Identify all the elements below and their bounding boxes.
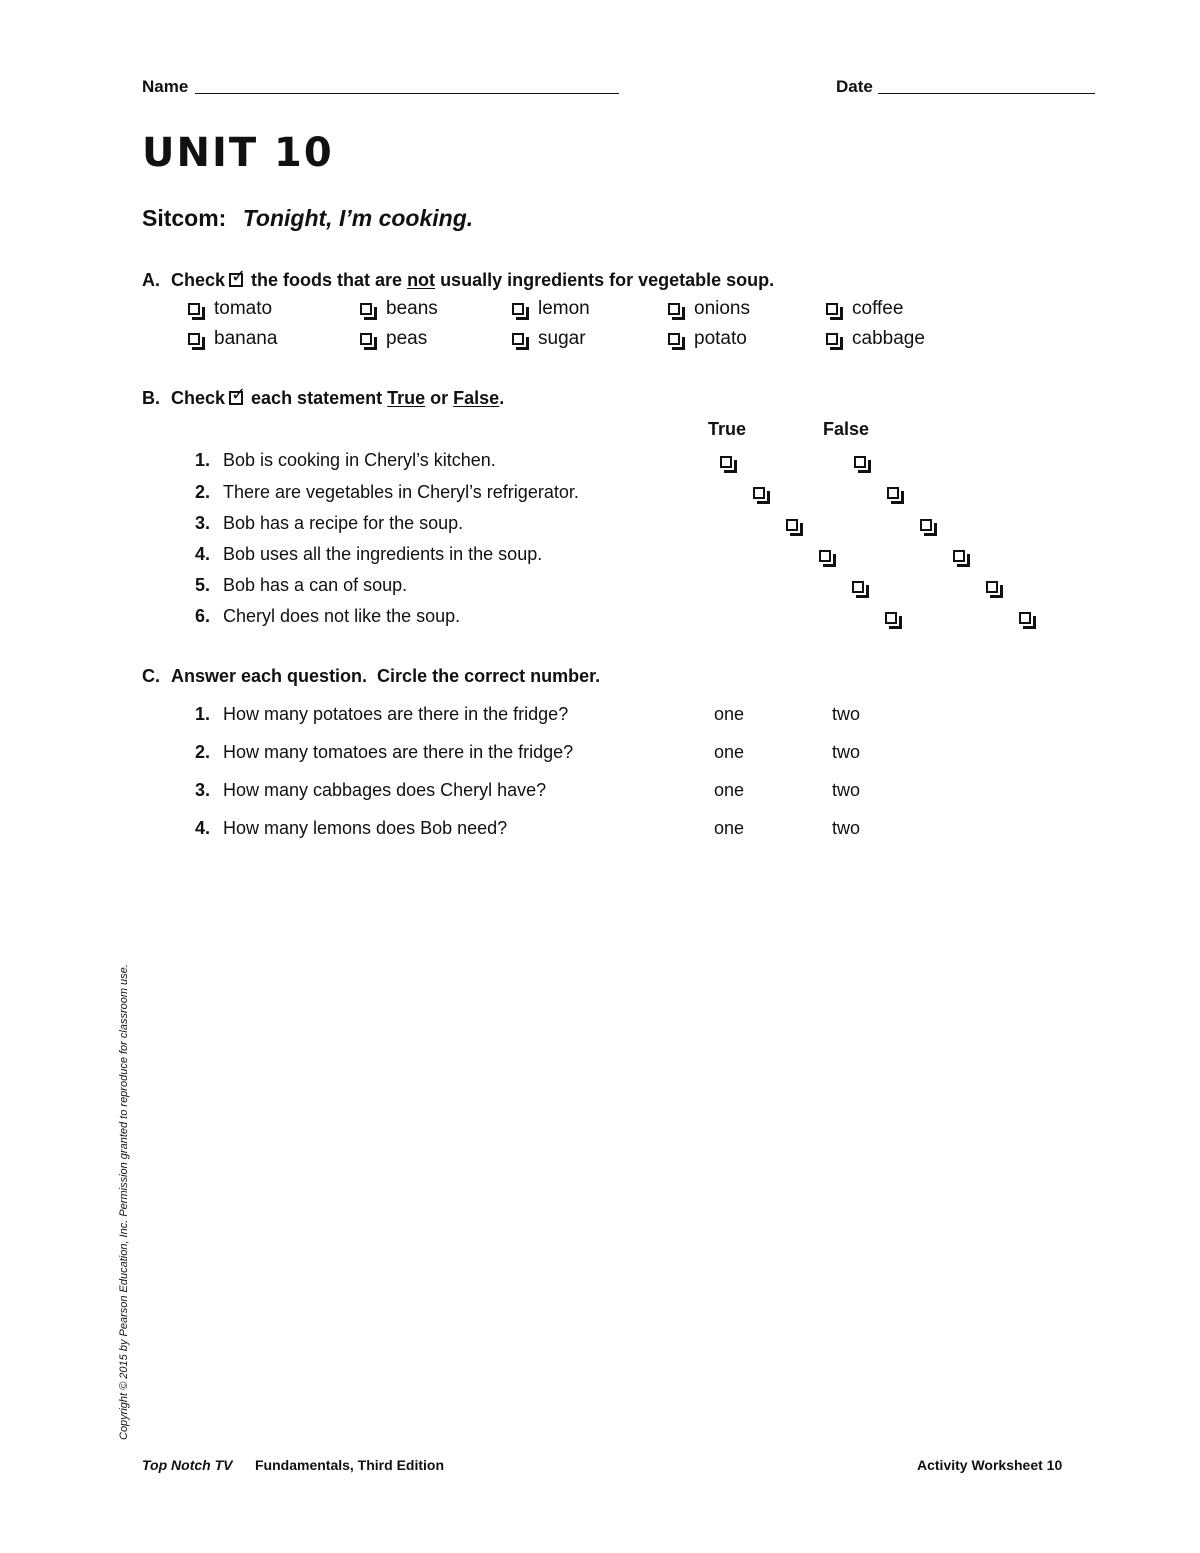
false-checkbox[interactable]: [986, 581, 998, 593]
question-text: How many cabbages does Cheryl have?: [223, 780, 547, 800]
question-row: [195, 780, 546, 801]
checkbox-checked-icon: ✓: [231, 384, 247, 404]
checkbox-icon[interactable]: [188, 333, 200, 345]
food-label: potato: [694, 328, 747, 349]
answer-option-two[interactable]: two: [832, 704, 861, 724]
statement-text: There are vegetables in Cheryl’s refrigerator.: [223, 482, 579, 502]
checkbox-icon[interactable]: [188, 303, 200, 315]
question-row: [195, 742, 573, 763]
checkbox-icon[interactable]: [668, 303, 680, 315]
food-item[interactable]: [188, 298, 272, 320]
sitcom-label: Sitcom:: [142, 205, 227, 231]
statement-number: 3.: [195, 513, 211, 533]
food-item[interactable]: [826, 328, 925, 350]
section-c-letter: C.: [142, 666, 160, 686]
name-field[interactable]: [195, 93, 619, 94]
question-row: [195, 818, 507, 839]
checkbox-icon[interactable]: [360, 333, 372, 345]
food-item[interactable]: [512, 298, 590, 320]
sitcom-heading: [142, 205, 473, 232]
food-label: beans: [386, 298, 438, 319]
checkbox-icon[interactable]: [826, 333, 838, 345]
answer-option-one[interactable]: one: [714, 704, 745, 724]
answer-option-two[interactable]: two: [832, 818, 861, 838]
section-a-text-mid: the foods that are: [251, 270, 403, 290]
section-b-false: False: [453, 388, 500, 408]
food-label: lemon: [538, 298, 590, 319]
section-b-or: or: [430, 388, 449, 408]
answer-option-two[interactable]: two: [832, 742, 861, 762]
footer-edition: Fundamentals, Third Edition: [255, 1457, 444, 1473]
question-text: How many potatoes are there in the fridge?: [223, 704, 569, 724]
footer-worksheet: Activity Worksheet 10: [917, 1457, 1063, 1473]
question-row: [195, 704, 568, 725]
statement-text: Bob uses all the ingredients in the soup.: [223, 544, 543, 564]
true-checkbox[interactable]: [819, 550, 831, 562]
true-checkbox[interactable]: [786, 519, 798, 531]
statement-number: 1.: [195, 450, 211, 470]
page-title: UNIT 10: [142, 130, 334, 176]
checkbox-icon[interactable]: [512, 333, 524, 345]
true-checkbox[interactable]: [852, 581, 864, 593]
food-label: peas: [386, 328, 428, 349]
section-b-instruction: [142, 384, 505, 409]
food-label: coffee: [852, 298, 904, 319]
checkbox-icon[interactable]: [512, 303, 524, 315]
footer-series: Top Notch TV: [142, 1457, 233, 1473]
section-a-text-post: usually ingredients for vegetable soup.: [440, 270, 775, 290]
checkbox-icon[interactable]: [360, 303, 372, 315]
food-item[interactable]: [668, 328, 747, 350]
name-label: Name: [142, 77, 189, 96]
column-header-true: True: [708, 419, 747, 439]
statement-text: Bob has a recipe for the soup.: [223, 513, 464, 533]
question-number: 4.: [195, 818, 211, 838]
checkbox-icon[interactable]: [826, 303, 838, 315]
food-label: cabbage: [852, 328, 925, 349]
date-field[interactable]: [878, 93, 1095, 94]
checkbox-checked-icon: ✓: [231, 266, 247, 286]
statement-row: [195, 575, 407, 596]
false-checkbox[interactable]: [854, 456, 866, 468]
section-a-not: not: [407, 270, 436, 290]
date-label: Date: [836, 77, 873, 96]
question-text: How many tomatoes are there in the fridge?: [223, 742, 574, 762]
answer-option-two[interactable]: two: [832, 780, 861, 800]
section-b-text-mid: each statement: [251, 388, 383, 408]
food-label: banana: [214, 328, 278, 349]
statement-text: Cheryl does not like the soup.: [223, 606, 461, 626]
statement-number: 4.: [195, 544, 211, 564]
section-c-instruction: [142, 666, 600, 687]
answer-option-one[interactable]: one: [714, 818, 745, 838]
section-a-letter: A.: [142, 270, 160, 290]
section-a-instruction: [142, 266, 775, 291]
food-label: tomato: [214, 298, 273, 319]
section-b-check-word: Check: [171, 388, 226, 408]
statement-number: 5.: [195, 575, 211, 595]
food-label: onions: [694, 298, 750, 319]
food-item[interactable]: [826, 298, 903, 320]
statement-row: [195, 450, 496, 471]
question-text: How many lemons does Bob need?: [223, 818, 508, 838]
false-checkbox[interactable]: [1019, 612, 1031, 624]
section-b-period: .: [499, 388, 505, 408]
food-item[interactable]: [188, 328, 277, 350]
food-item[interactable]: [360, 298, 438, 320]
statement-text: Bob has a can of soup.: [223, 575, 408, 595]
statement-text: Bob is cooking in Cheryl’s kitchen.: [223, 450, 496, 470]
section-b-letter: B.: [142, 388, 160, 408]
statement-row: [195, 513, 463, 534]
food-item[interactable]: [360, 328, 427, 350]
false-checkbox[interactable]: [887, 487, 899, 499]
answer-option-one[interactable]: one: [714, 742, 745, 762]
statement-row: [195, 482, 579, 503]
column-header-false: False: [823, 419, 870, 439]
answer-option-one[interactable]: one: [714, 780, 745, 800]
true-checkbox[interactable]: [753, 487, 765, 499]
section-b-true: True: [387, 388, 426, 408]
food-item[interactable]: [512, 328, 586, 350]
true-checkbox[interactable]: [885, 612, 897, 624]
food-item[interactable]: [668, 298, 750, 320]
section-c-text: Answer each question. Circle the correct number.: [171, 666, 601, 686]
copyright-notice: Copyright © 2015 by Pearson Education, Inc. Permission granted to reproduce for classroom use.: [118, 964, 130, 1440]
statement-number: 6.: [195, 606, 211, 626]
false-checkbox[interactable]: [953, 550, 965, 562]
sitcom-title: Tonight, I’m cooking.: [242, 205, 474, 231]
false-checkbox[interactable]: [920, 519, 932, 531]
statement-number: 2.: [195, 482, 211, 502]
statement-row: [195, 544, 542, 565]
question-number: 1.: [195, 704, 211, 724]
true-checkbox[interactable]: [720, 456, 732, 468]
section-a-check-word: Check: [171, 270, 226, 290]
checkbox-icon[interactable]: [668, 333, 680, 345]
statement-row: [195, 606, 460, 627]
question-number: 2.: [195, 742, 211, 762]
question-number: 3.: [195, 780, 211, 800]
food-label: sugar: [538, 328, 586, 349]
